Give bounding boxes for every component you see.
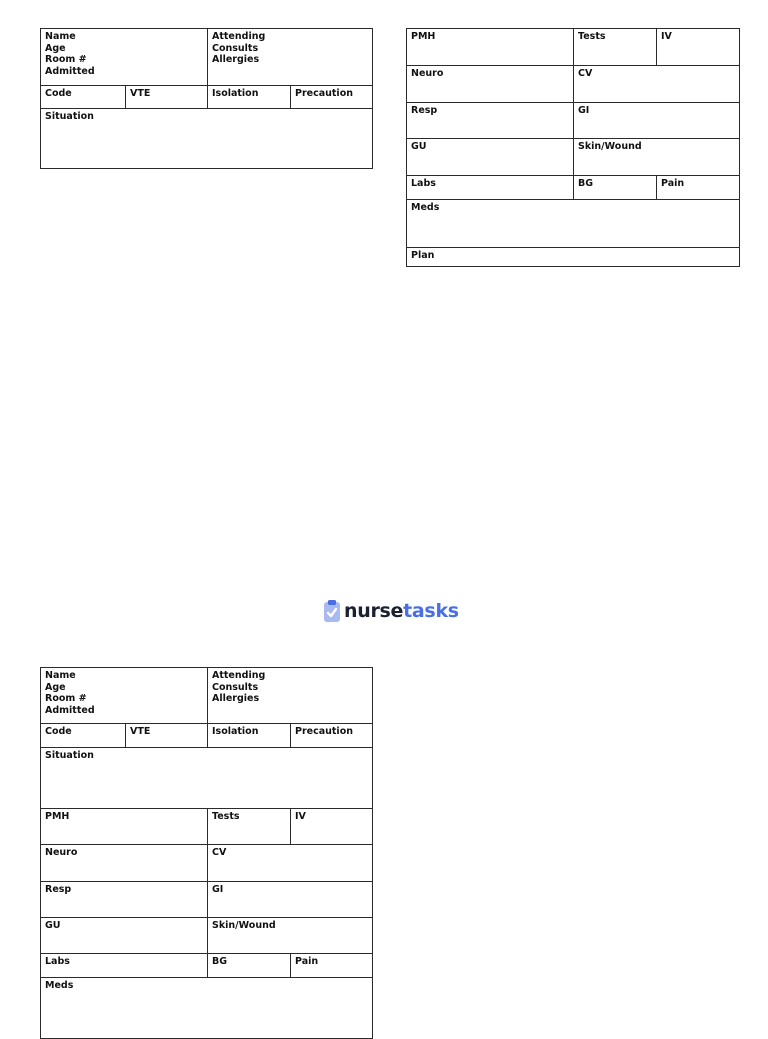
pain-cell: Pain (290, 954, 372, 977)
cv-cell: CV (573, 66, 739, 102)
patient-info-cell (41, 668, 207, 723)
gu-cell: GU (45, 920, 61, 931)
attending-label: Attending (212, 31, 266, 42)
isolation-cell: Isolation (207, 86, 290, 108)
bg-cell: BG (207, 954, 290, 977)
consults-label: Consults (212, 42, 259, 54)
attending-label: Attending (212, 670, 266, 681)
neuro-cell: Neuro (45, 847, 78, 858)
gi-cell: GI (207, 882, 372, 917)
provider-info-cell (207, 29, 372, 85)
bg-cell: BG (573, 176, 656, 199)
skin-wound-cell: Skin/Wound (207, 918, 372, 953)
patient-info-cell (41, 29, 207, 85)
provider-info-cell (207, 668, 372, 723)
isolation-cell: Isolation (207, 724, 290, 747)
iv-cell: IV (656, 29, 739, 65)
nursetasks-logo (323, 598, 459, 624)
resp-cell: Resp (45, 884, 72, 895)
labs-cell: Labs (45, 956, 70, 967)
cv-cell: CV (207, 845, 372, 881)
consults-label: Consults (212, 681, 259, 693)
tests-cell: Tests (573, 29, 656, 65)
situation-cell: Situation (45, 750, 94, 761)
name-label: Name (45, 31, 76, 42)
report-card-top-left (40, 28, 373, 169)
room-label: Room # (45, 54, 87, 65)
allergies-label: Allergies (212, 693, 260, 704)
resp-cell: Resp (411, 105, 438, 116)
iv-cell: IV (290, 809, 372, 844)
report-card-bottom (40, 667, 373, 1039)
pmh-cell: PMH (45, 811, 70, 822)
report-card-top-right (406, 28, 740, 267)
age-label: Age (45, 681, 66, 693)
admitted-label: Admitted (45, 65, 95, 77)
pmh-cell: PMH (411, 31, 436, 42)
code-cell: Code (45, 726, 72, 737)
gi-cell: GI (573, 103, 739, 138)
precaution-cell: Precaution (290, 724, 372, 747)
labs-cell: Labs (411, 178, 436, 189)
admitted-label: Admitted (45, 704, 95, 716)
meds-cell: Meds (411, 202, 440, 213)
clipboard-check-icon (323, 599, 341, 623)
tests-cell: Tests (207, 809, 290, 844)
code-cell: Code (45, 88, 72, 99)
age-label: Age (45, 42, 66, 54)
logo-text-nurse: nurse (344, 600, 404, 622)
neuro-cell: Neuro (411, 68, 444, 79)
gu-cell: GU (411, 141, 427, 152)
allergies-label: Allergies (212, 54, 260, 65)
vte-cell: VTE (125, 724, 207, 747)
vte-cell: VTE (125, 86, 207, 108)
name-label: Name (45, 670, 76, 681)
pain-cell: Pain (656, 176, 739, 199)
precaution-cell: Precaution (290, 86, 372, 108)
situation-cell: Situation (45, 111, 94, 122)
logo-text-tasks: tasks (403, 600, 459, 622)
plan-cell: Plan (411, 250, 435, 261)
meds-cell: Meds (45, 980, 74, 991)
skin-wound-cell: Skin/Wound (573, 139, 739, 175)
room-label: Room # (45, 693, 87, 704)
